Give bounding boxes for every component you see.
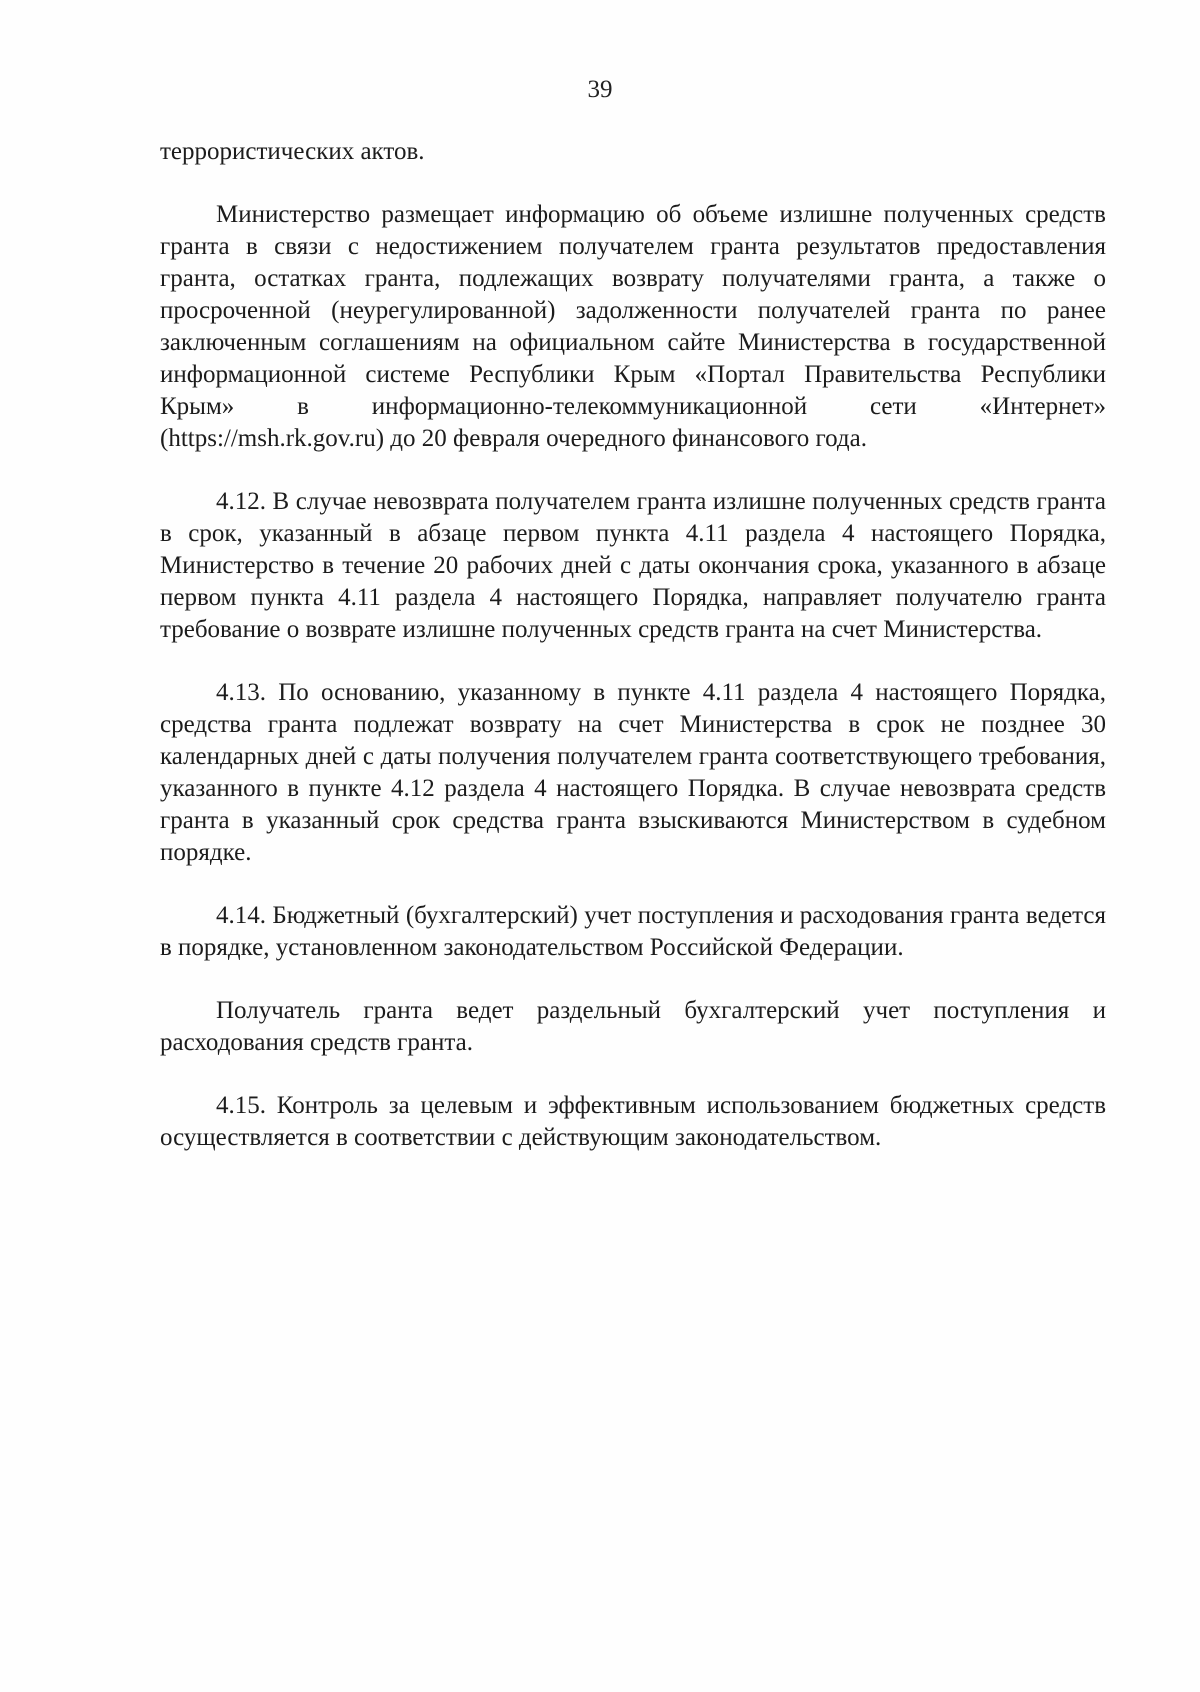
paragraph-ministry-info: Министерство размещает информацию об объеме излишне полученных средств гранта в связи с недостижением получателем гранта результатов предоставления гранта, остатках гранта, подлежащих возврату получателями гранта, а также о просроченной (неурегулированной) задолженности получателей гранта по ранее заключенным соглашениям на официальном сайте Министерства в государственной информационной системе Республики Крым «Портал Правительства Республики Крым» в информационно-телекоммуникационной сети «Интернет» (https://msh.rk.gov.ru) до 20 февраля очередного финансового года. — [160, 201, 1106, 452]
paragraph-separate-accounting: Получатель гранта ведет раздельный бухгалтерский учет поступления и расходования средств гранта. — [160, 997, 1106, 1056]
page-number: 39 — [587, 76, 613, 103]
paragraph-continuation: террористических актов. — [160, 138, 425, 165]
document-body — [160, 136, 1106, 1154]
paragraph-4-14: 4.14. Бюджетный (бухгалтерский) учет поступления и расходования гранта ведется в порядке, установленном законодательством Российской Федерации. — [160, 902, 1106, 961]
paragraph-4-15: 4.15. Контроль за целевым и эффективным использованием бюджетных средств осуществляется в соответствии с действующим законодательством. — [160, 1092, 1106, 1151]
paragraph-4-12: 4.12. В случае невозврата получателем гранта излишне полученных средств гранта в срок, указанный в абзаце первом пункта 4.11 раздела 4 настоящего Порядка, Министерство в течение 20 рабочих дней с даты окончания срока, указанного в абзаце первом пункта 4.11 раздела 4 настоящего Порядка, направляет получателю гранта требование о возврате излишне полученных средств гранта на счет Министерства. — [160, 488, 1106, 643]
paragraph-4-13: 4.13. По основанию, указанному в пункте 4.11 раздела 4 настоящего Порядка, средства гранта подлежат возврату на счет Министерства в срок не позднее 30 календарных дней с даты получения получателем гранта соответствующего требования, указанного в пункте 4.12 раздела 4 настоящего Порядка. В случае невозврата средств гранта в указанный срок средства гранта взыскиваются Министерством в судебном порядке. — [160, 679, 1106, 866]
